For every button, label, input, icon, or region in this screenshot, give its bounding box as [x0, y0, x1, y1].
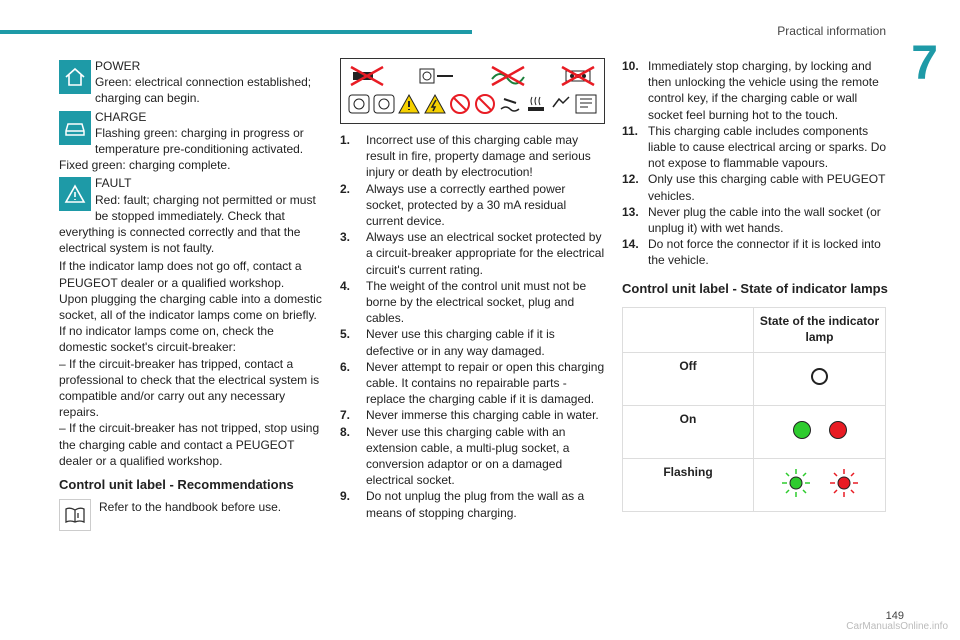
indicator-state-table	[622, 307, 886, 512]
list-item	[340, 424, 605, 489]
item-number: 2.	[340, 181, 351, 196]
header-accent-bar	[0, 30, 472, 34]
column-left	[59, 58, 325, 531]
house-icon	[59, 60, 91, 94]
item-number: 11.	[622, 123, 639, 138]
lamp-charge	[59, 109, 325, 174]
row-label: Flashing	[623, 458, 754, 511]
socket-30ma-icon	[347, 93, 371, 115]
no-wet-hands-icon	[549, 93, 573, 115]
item-text: Never use this charging cable if it is defective or in any way damaged.	[366, 327, 555, 358]
lamp-name: POWER	[95, 59, 141, 73]
item-text: Only use this charging cable with PEUGEOT vehicles.	[648, 172, 886, 203]
item-text: Always use an electrical socket protected by a circuit-breaker appropriate for the electrical circuit's current rating.	[366, 230, 605, 277]
list-item	[340, 278, 605, 327]
item-text: This charging cable includes components liable to cause electrical arcing or sparks. Do not expose to flammable vapours.	[648, 123, 887, 171]
item-number: 7.	[340, 408, 351, 423]
handbook-label-icon	[574, 93, 598, 115]
hot-surface-icon	[524, 93, 548, 115]
indicator-cell	[754, 458, 886, 511]
lamp-text: Red: fault; charging not permitted or must be stopped immediately. Check that everything is connected correctly and that the electrical system is not faulty.	[59, 192, 316, 256]
list-item	[340, 229, 605, 278]
item-text: Immediately stop charging, by locking and then unlocking the vehicle using the remote control key, if the charging cable or wall socket feel burning hot to the touch.	[648, 59, 879, 122]
item-number: 5.	[340, 327, 351, 342]
item-number: 9.	[340, 489, 351, 504]
item-number: 3.	[340, 230, 351, 245]
item-number: 6.	[340, 359, 351, 374]
no-fire-icon	[448, 93, 472, 115]
item-text: Never plug the cable into the wall socket (or unplug it) with wet hands.	[648, 204, 881, 236]
item-number: 14.	[622, 237, 639, 252]
item-number: 12.	[622, 172, 639, 187]
lamp-text: Green: electrical connection established; charging can begin.	[95, 75, 312, 106]
paragraph: – If the circuit-breaker has not tripped, stop using the charging cable and contact a PEUGEOT dealer or a qualified workshop.	[59, 421, 320, 468]
page-header-title: Practical information	[777, 24, 886, 38]
item-text: Do not force the connector if it is locked into the vehicle.	[648, 237, 881, 268]
lamp-power	[59, 58, 325, 107]
handbook-note	[59, 499, 325, 531]
item-text: Never use this charging cable with an extension cable, a multi-plug socket, a conversion adaptor or on a damaged electrical socket.	[366, 424, 570, 488]
paragraph: If no indicator lamps come on, check the domestic socket's circuit-breaker:	[59, 324, 274, 355]
lamp-text: Flashing green: charging in progress or temperature pre-conditioning activated. Fixed green: charging complete.	[59, 125, 304, 173]
list-item	[622, 58, 888, 123]
table-header-cell: State of the indicator lamp	[754, 307, 886, 352]
no-multiplug-icon	[558, 65, 598, 87]
item-text: Never attempt to repair or open this charging cable. It contains no repairable parts - replace the charging cable if it is damaged.	[366, 359, 605, 407]
item-number: 1.	[340, 133, 351, 147]
item-number: 10.	[622, 59, 639, 73]
handbook-text: Refer to the handbook before use.	[99, 500, 282, 515]
row-label: Off	[623, 352, 754, 405]
item-text: The weight of the control unit must not be borne by the electrical socket, plug and cables.	[366, 278, 587, 326]
table-header-row	[623, 307, 886, 352]
paragraph: If the indicator lamp does not go off, contact a PEUGEOT dealer or a qualified workshop.	[59, 259, 302, 290]
electric-hazard-icon	[423, 93, 447, 115]
list-item	[340, 488, 605, 520]
car-icon	[59, 111, 91, 145]
item-text: Always use a correctly earthed power socket, protected by a 30 mA residual current device.	[366, 181, 567, 229]
item-number: 8.	[340, 424, 351, 439]
table-header-empty	[623, 307, 754, 352]
list-item	[340, 407, 605, 423]
item-text: Incorrect use of this charging cable may result in fire, property damage and serious injury or death by electrocution!	[366, 133, 591, 180]
row-label: On	[623, 405, 754, 458]
section-heading: Control unit label - State of indicator lamps	[622, 280, 888, 296]
item-number: 13.	[622, 204, 639, 219]
paragraph: Upon plugging the charging cable into a domestic socket, all of the indicator lamps come on briefly.	[59, 291, 322, 323]
table-row	[623, 458, 886, 511]
column-right	[622, 58, 888, 512]
page-number: 149	[885, 610, 904, 622]
list-item	[340, 326, 605, 358]
indicator-green-flashing-icon	[781, 468, 811, 498]
list-item	[340, 359, 605, 408]
indicator-cell	[754, 352, 886, 405]
list-item	[340, 132, 605, 181]
indicator-off-circle	[811, 368, 828, 385]
no-water-icon	[347, 65, 387, 87]
item-text: Do not unplug the plug from the wall as a means of stopping charging.	[366, 489, 585, 520]
no-immerse-icon	[498, 93, 522, 115]
lamp-fault	[59, 175, 325, 256]
socket-breaker-icon	[372, 93, 396, 115]
lamp-name: CHARGE	[95, 109, 147, 124]
indicator-red-flashing-icon	[829, 468, 859, 498]
indicator-green-circle	[793, 421, 811, 439]
recommendations-list	[340, 132, 605, 521]
indicator-cell	[754, 405, 886, 458]
indicator-red-circle	[829, 421, 847, 439]
watermark: CarManualsOnline.info	[846, 621, 948, 632]
warning-triangle-icon	[397, 93, 421, 115]
no-extension-icon	[488, 65, 528, 87]
lamp-name: FAULT	[95, 176, 132, 191]
item-text: Never immerse this charging cable in water.	[366, 408, 599, 423]
control-unit-label-image	[340, 58, 605, 124]
column-middle	[340, 58, 605, 521]
no-repair-icon	[473, 93, 497, 115]
paragraph: – If the circuit-breaker has tripped, contact a professional to check that the electrical system is compatible and/or carry out any necessary repairs.	[59, 356, 320, 420]
section-heading: Control unit label - Recommendations	[59, 477, 294, 493]
recommendations-list-continued	[622, 58, 888, 269]
list-item	[340, 181, 605, 230]
warning-icon	[59, 177, 91, 211]
list-item	[622, 171, 888, 203]
item-number: 4.	[340, 278, 351, 293]
list-item	[622, 236, 888, 268]
list-item	[622, 123, 888, 172]
table-row	[623, 352, 886, 405]
chapter-number: 7	[911, 37, 938, 90]
table-row	[623, 405, 886, 458]
socket-icon	[417, 65, 457, 87]
book-icon	[59, 499, 91, 531]
list-item	[622, 204, 888, 236]
